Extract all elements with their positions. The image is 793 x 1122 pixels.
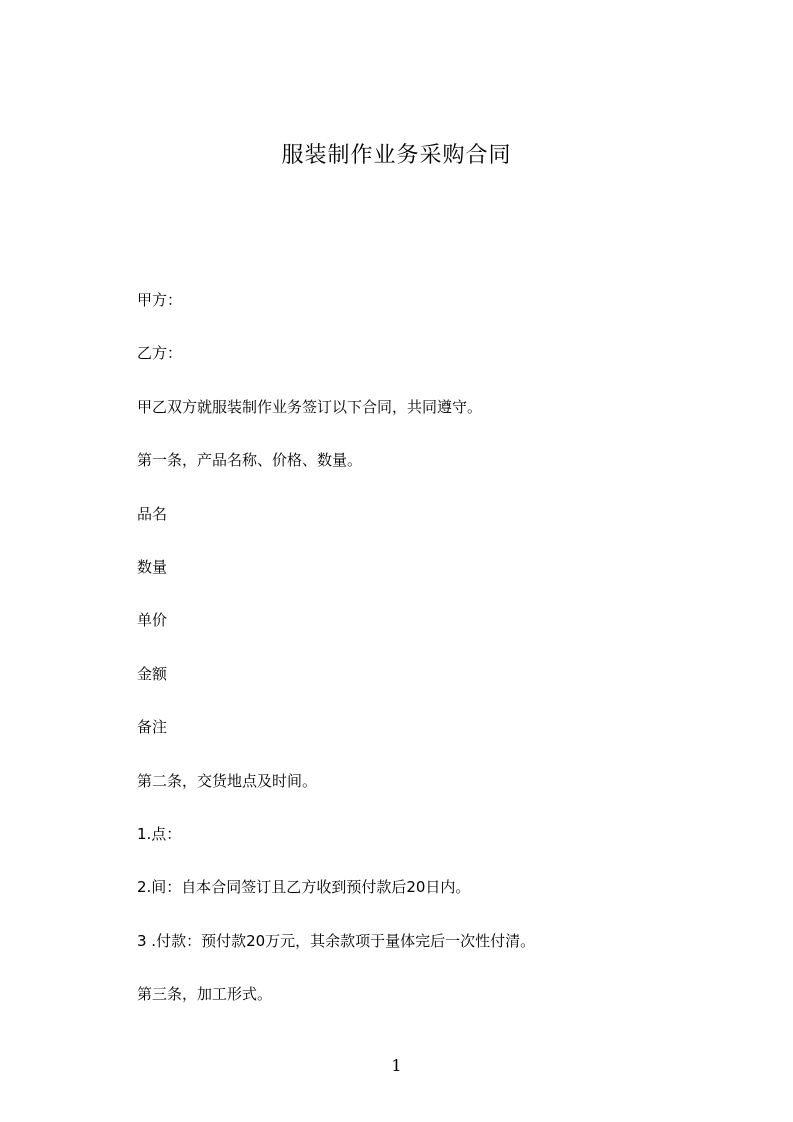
party-a-line: 甲方： <box>137 291 183 309</box>
delivery-time-line: 2.间：自本合同签订且乙方收到预付款后20日内。 <box>137 878 471 897</box>
article-two-heading: 第二条，交货地点及时间。 <box>137 771 318 790</box>
remarks-line: 备注 <box>137 718 168 737</box>
delivery-location-line: 1.点： <box>137 824 182 843</box>
article-one-heading: 第一条，产品名称、价格、数量。 <box>137 451 363 470</box>
amount-line: 金额 <box>137 664 168 683</box>
quantity-line: 数量 <box>137 557 168 576</box>
payment-line: 3 .付款：预付款20万元，其余款项于量体完后一次性付清。 <box>137 931 536 950</box>
unit-price-line: 单价 <box>137 611 168 630</box>
page-number: 1 <box>391 1056 402 1075</box>
agreement-intro-line: 甲乙双方就服装制作业务签订以下合同，共同遵守。 <box>137 397 483 416</box>
party-b-line: 乙方： <box>137 344 183 363</box>
document-title: 服装制作业务采购合同 <box>281 143 512 168</box>
article-three-heading: 第三条，加工形式。 <box>137 985 273 1004</box>
contract-body <box>137 288 697 1035</box>
product-name-line: 品名 <box>137 504 168 523</box>
